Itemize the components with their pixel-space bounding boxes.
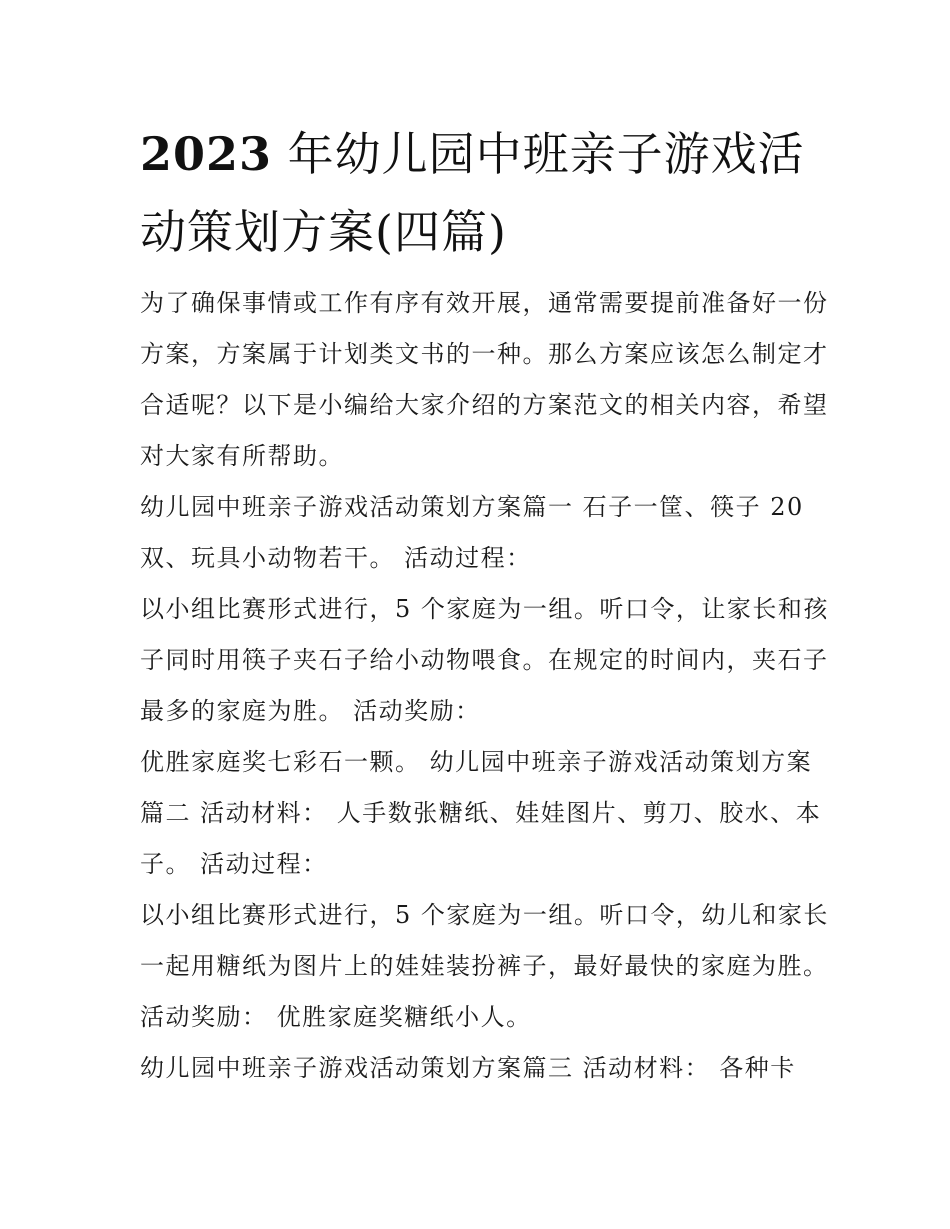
title-line-1 [140, 115, 820, 193]
title-line-1-text: 年幼儿园中班亲子游戏活 [272, 127, 805, 181]
title-year: 2023 [140, 127, 273, 181]
body-line: 子同时用筷子夹石子给小动物喂食。在规定的时间内，夹石子 [140, 646, 829, 674]
body-line: 一起用糖纸为图片上的娃娃装扮裤子，最好最快的家庭为胜。 [140, 952, 829, 980]
body-line: 方案，方案属于计划类文书的一种。那么方案应该怎么制定才 [140, 340, 829, 368]
title-line-2: 动策划方案(四篇) [140, 205, 507, 259]
body-line: 幼儿园中班亲子游戏活动策划方案篇一 石子一筐、筷子 20 [140, 493, 804, 521]
body-line: 双、玩具小动物若干。 活动过程： [140, 544, 532, 572]
body-line: 幼儿园中班亲子游戏活动策划方案篇三 活动材料： 各种卡 [140, 1054, 796, 1082]
body-line: 活动奖励： 优胜家庭奖糖纸小人。 [140, 1003, 532, 1031]
body-line: 最多的家庭为胜。 活动奖励： [140, 697, 481, 725]
body-line: 为了确保事情或工作有序有效开展，通常需要提前准备好一份 [140, 289, 829, 317]
body-line: 优胜家庭奖七彩石一颗。 幼儿园中班亲子游戏活动策划方案 [140, 748, 813, 776]
body-line: 以小组比赛形式进行，5 个家庭为一组。听口令，幼儿和家长 [140, 901, 829, 929]
body-line: 以小组比赛形式进行，5 个家庭为一组。听口令，让家长和孩 [140, 595, 829, 623]
body-line: 对大家有所帮助。 [140, 442, 344, 470]
body-line: 篇二 活动材料： 人手数张糖纸、娃娃图片、剪刀、胶水、本 [140, 799, 822, 827]
body-line: 合适呢？以下是小编给大家介绍的方案范文的相关内容，希望 [140, 391, 829, 419]
body-line: 子。 活动过程： [140, 850, 328, 878]
document-title [140, 115, 820, 271]
